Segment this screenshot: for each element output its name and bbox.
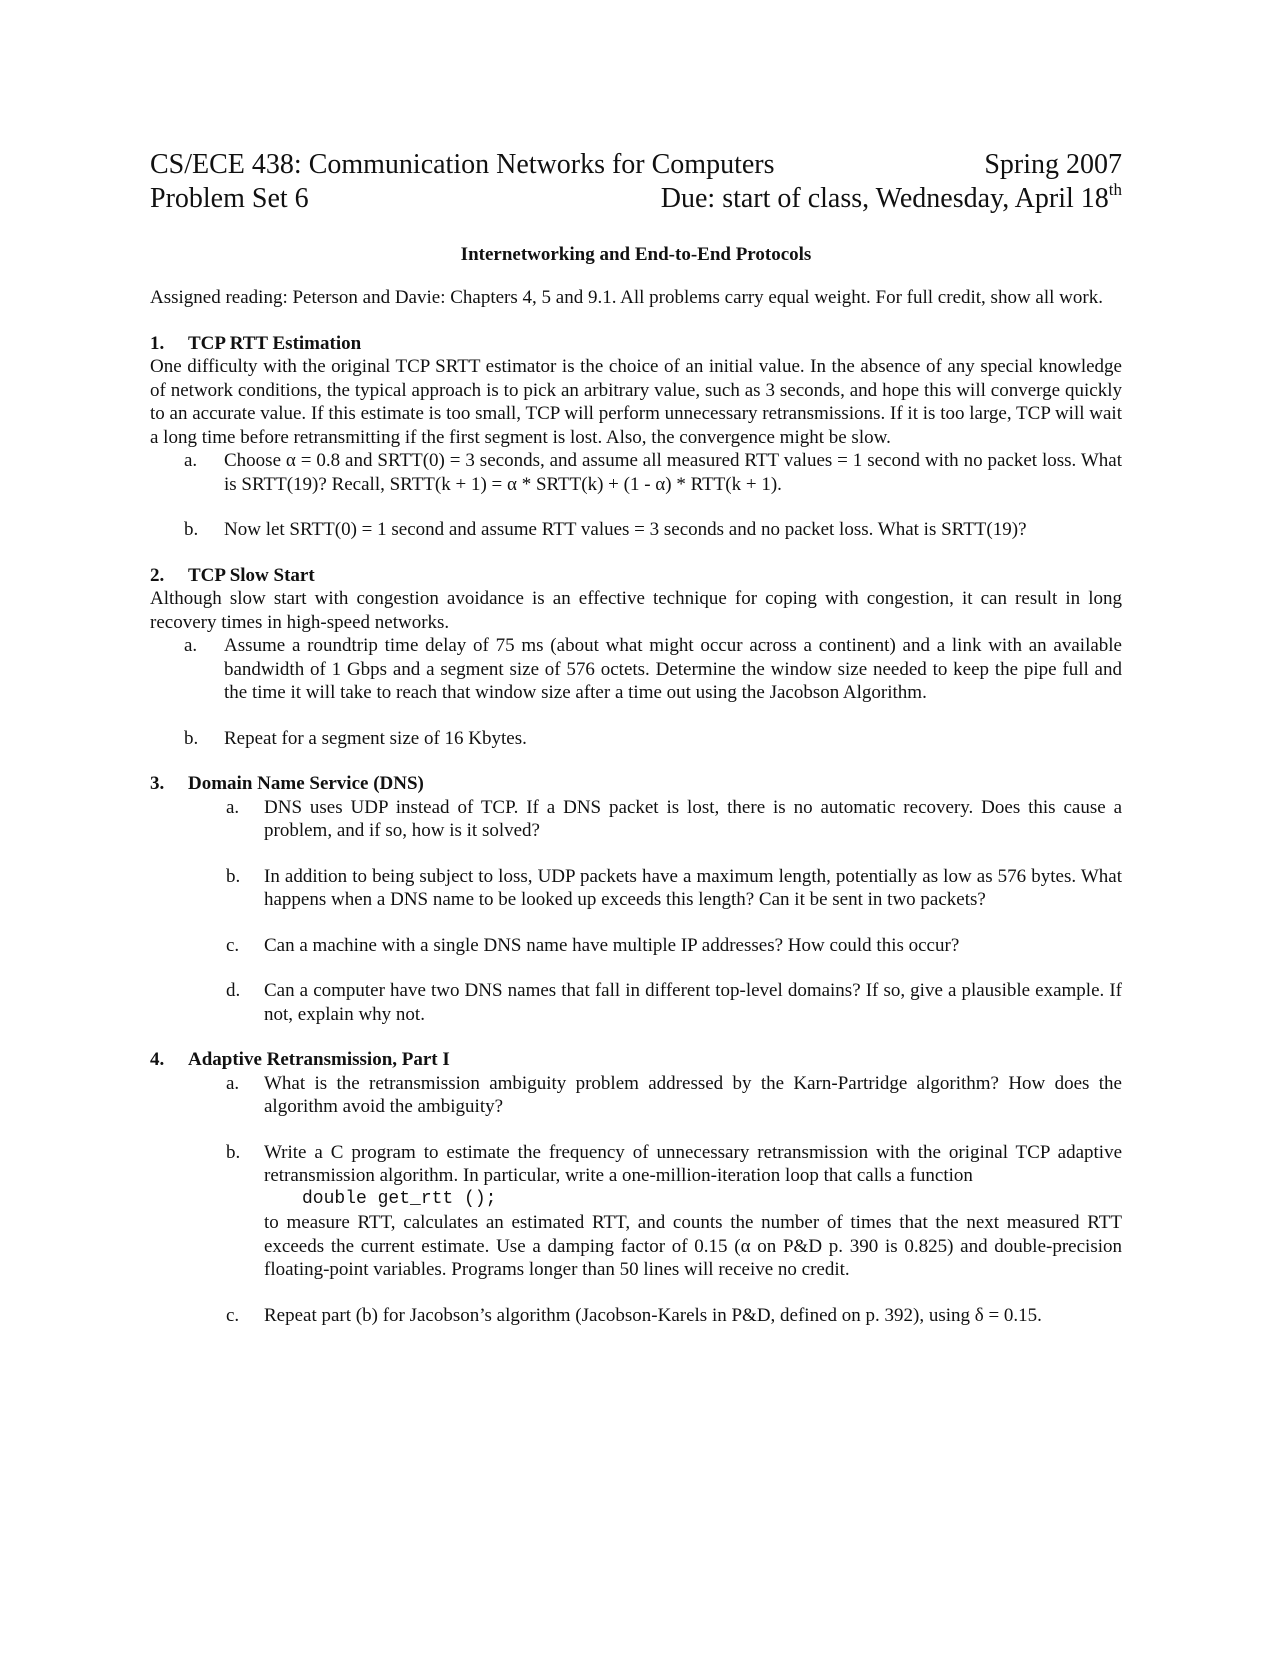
part-label: a. [226, 1072, 240, 1094]
part-text: Can a computer have two DNS names that fall in different top-level domains? If so, give a plausible example. If not, explain why not. [264, 980, 1122, 1025]
problem-3 [150, 772, 1122, 1026]
part-a [150, 796, 1122, 843]
part-a [150, 634, 1122, 705]
parts-list [150, 634, 1122, 750]
problem-title: Domain Name Service (DNS) [188, 773, 424, 794]
problem-intro: Although slow start with congestion avoidance is an effective technique for coping with congestion, it can result in long recovery times in high-speed networks. [150, 588, 1122, 633]
pset-title: Problem Set 6 [150, 183, 309, 214]
part-c [150, 1304, 1122, 1328]
problem-1-title [150, 332, 1122, 356]
part-label: a. [226, 796, 240, 818]
problem-2 [150, 564, 1122, 751]
part-b [150, 518, 1122, 542]
due-date [661, 182, 1122, 216]
problem-number: 1. [150, 332, 165, 354]
part-label: b. [184, 519, 199, 540]
part-text: In addition to being subject to loss, UDP packets have a maximum length, potentially as low as 576 bytes. What happens when a DNS name to be looked up exceeds this length? Can it be sent in two packets? [264, 865, 1122, 910]
part-text-continued: to measure RTT, calculates an estimated RTT, and counts the number of times that the next measured RTT exceeds the current estimate. Use a damping factor of 0.15 (α on P&D p. 390 is 0.825) and double-precision floating-point variables. Programs longer than 50 lines will receive no credit. [264, 1212, 1122, 1280]
assigned-reading: Assigned reading: Peterson and Davie: Chapters 4, 5 and 9.1. All problems carry equal weight. For full credit, show all work. [150, 287, 1103, 308]
part-label: a. [184, 635, 198, 656]
problem-4 [150, 1048, 1122, 1327]
part-b [150, 727, 1122, 751]
part-label: b. [226, 1141, 241, 1163]
document-body [150, 148, 1122, 1327]
part-c [150, 934, 1122, 958]
header-line-2 [150, 182, 1122, 216]
part-text: Write a C program to estimate the frequency of unnecessary retransmission with the original TCP adaptive retransmission algorithm. In particular, write a one-million-iteration loop that calls a function [264, 1141, 1122, 1186]
part-text: DNS uses UDP instead of TCP. If a DNS packet is lost, there is no automatic recovery. Does this cause a problem, and if so, how is it solved? [264, 796, 1122, 841]
part-text: Repeat for a segment size of 16 Kbytes. [224, 727, 527, 749]
problem-3-title [150, 772, 1122, 796]
due-text: Due: start of class, Wednesday, April 18 [660, 183, 1109, 214]
term: Spring 2007 [984, 149, 1122, 180]
header-line-1 [150, 148, 1122, 182]
part-label: a. [184, 450, 198, 471]
problem-intro: One difficulty with the original TCP SRTT estimator is the choice of an initial value. In the absence of any special knowledge of network conditions, the typical approach is to pick an arbitrary value, such as 3 seconds, and hope this will converge quickly to an accurate value. If this estimate is too small, TCP will perform unnecessary retransmissions. If it is too large, TCP will wait a long time before retransmitting if the first segment is lost. Also, the convergence might be slow. [150, 356, 1122, 448]
problem-number: 3. [150, 773, 165, 794]
problem-2-title [150, 564, 1122, 588]
problem-number: 4. [150, 1049, 165, 1070]
problem-title: TCP RTT Estimation [188, 332, 362, 354]
problem-title: Adaptive Retransmission, Part I [188, 1049, 450, 1070]
due-superscript: th [1108, 180, 1122, 199]
code-snippet: double get_rtt (); [302, 1188, 497, 1209]
part-label: c. [226, 934, 240, 956]
part-text: What is the retransmission ambiguity problem addressed by the Karn-Partridge algorithm? How does the algorithm avoid the ambiguity? [264, 1072, 1122, 1117]
problem-1 [150, 332, 1122, 542]
part-text: Can a machine with a single DNS name have multiple IP addresses? How could this occur? [264, 934, 960, 956]
problem-number: 2. [150, 564, 165, 586]
part-text: Choose α = 0.8 and SRTT(0) = 3 seconds, and assume all measured RTT values = 1 second with no packet loss. What is SRTT(19)? Recall, SRTT(k + 1) = α * SRTT(k) + (1 - α) * RTT(k + 1). [224, 450, 1122, 495]
part-a [150, 449, 1122, 496]
parts-list [150, 1072, 1122, 1328]
course-title: CS/ECE 438: Communication Networks for Computers [150, 149, 775, 180]
part-d [150, 979, 1122, 1026]
part-label: d. [226, 980, 241, 1001]
parts-list [150, 449, 1122, 542]
part-text-block [264, 1141, 1122, 1282]
part-label: b. [226, 865, 241, 887]
part-text: Assume a roundtrip time delay of 75 ms (about what might occur across a continent) and a link with an available bandwidth of 1 Gbps and a segment size of 576 octets. Determine the window size needed to keep the pipe full and the time it will take to reach that window size after a time out using the Jacobson Algorithm. [224, 635, 1122, 703]
part-b [150, 865, 1122, 912]
part-label: c. [226, 1304, 240, 1326]
part-b [150, 1141, 1122, 1282]
part-a [150, 1072, 1122, 1119]
part-text: Now let SRTT(0) = 1 second and assume RTT values = 3 seconds and no packet loss. What is SRTT(19)? [224, 519, 1027, 540]
parts-list [150, 796, 1122, 1027]
page-subtitle: Internetworking and End-to-End Protocols [460, 244, 812, 265]
problem-4-title [150, 1048, 1122, 1072]
part-text: Repeat part (b) for Jacobson’s algorithm (Jacobson-Karels in P&D, defined on p. 392), using δ = 0.15. [264, 1304, 1042, 1326]
problem-title: TCP Slow Start [188, 564, 315, 586]
part-label: b. [184, 727, 199, 749]
